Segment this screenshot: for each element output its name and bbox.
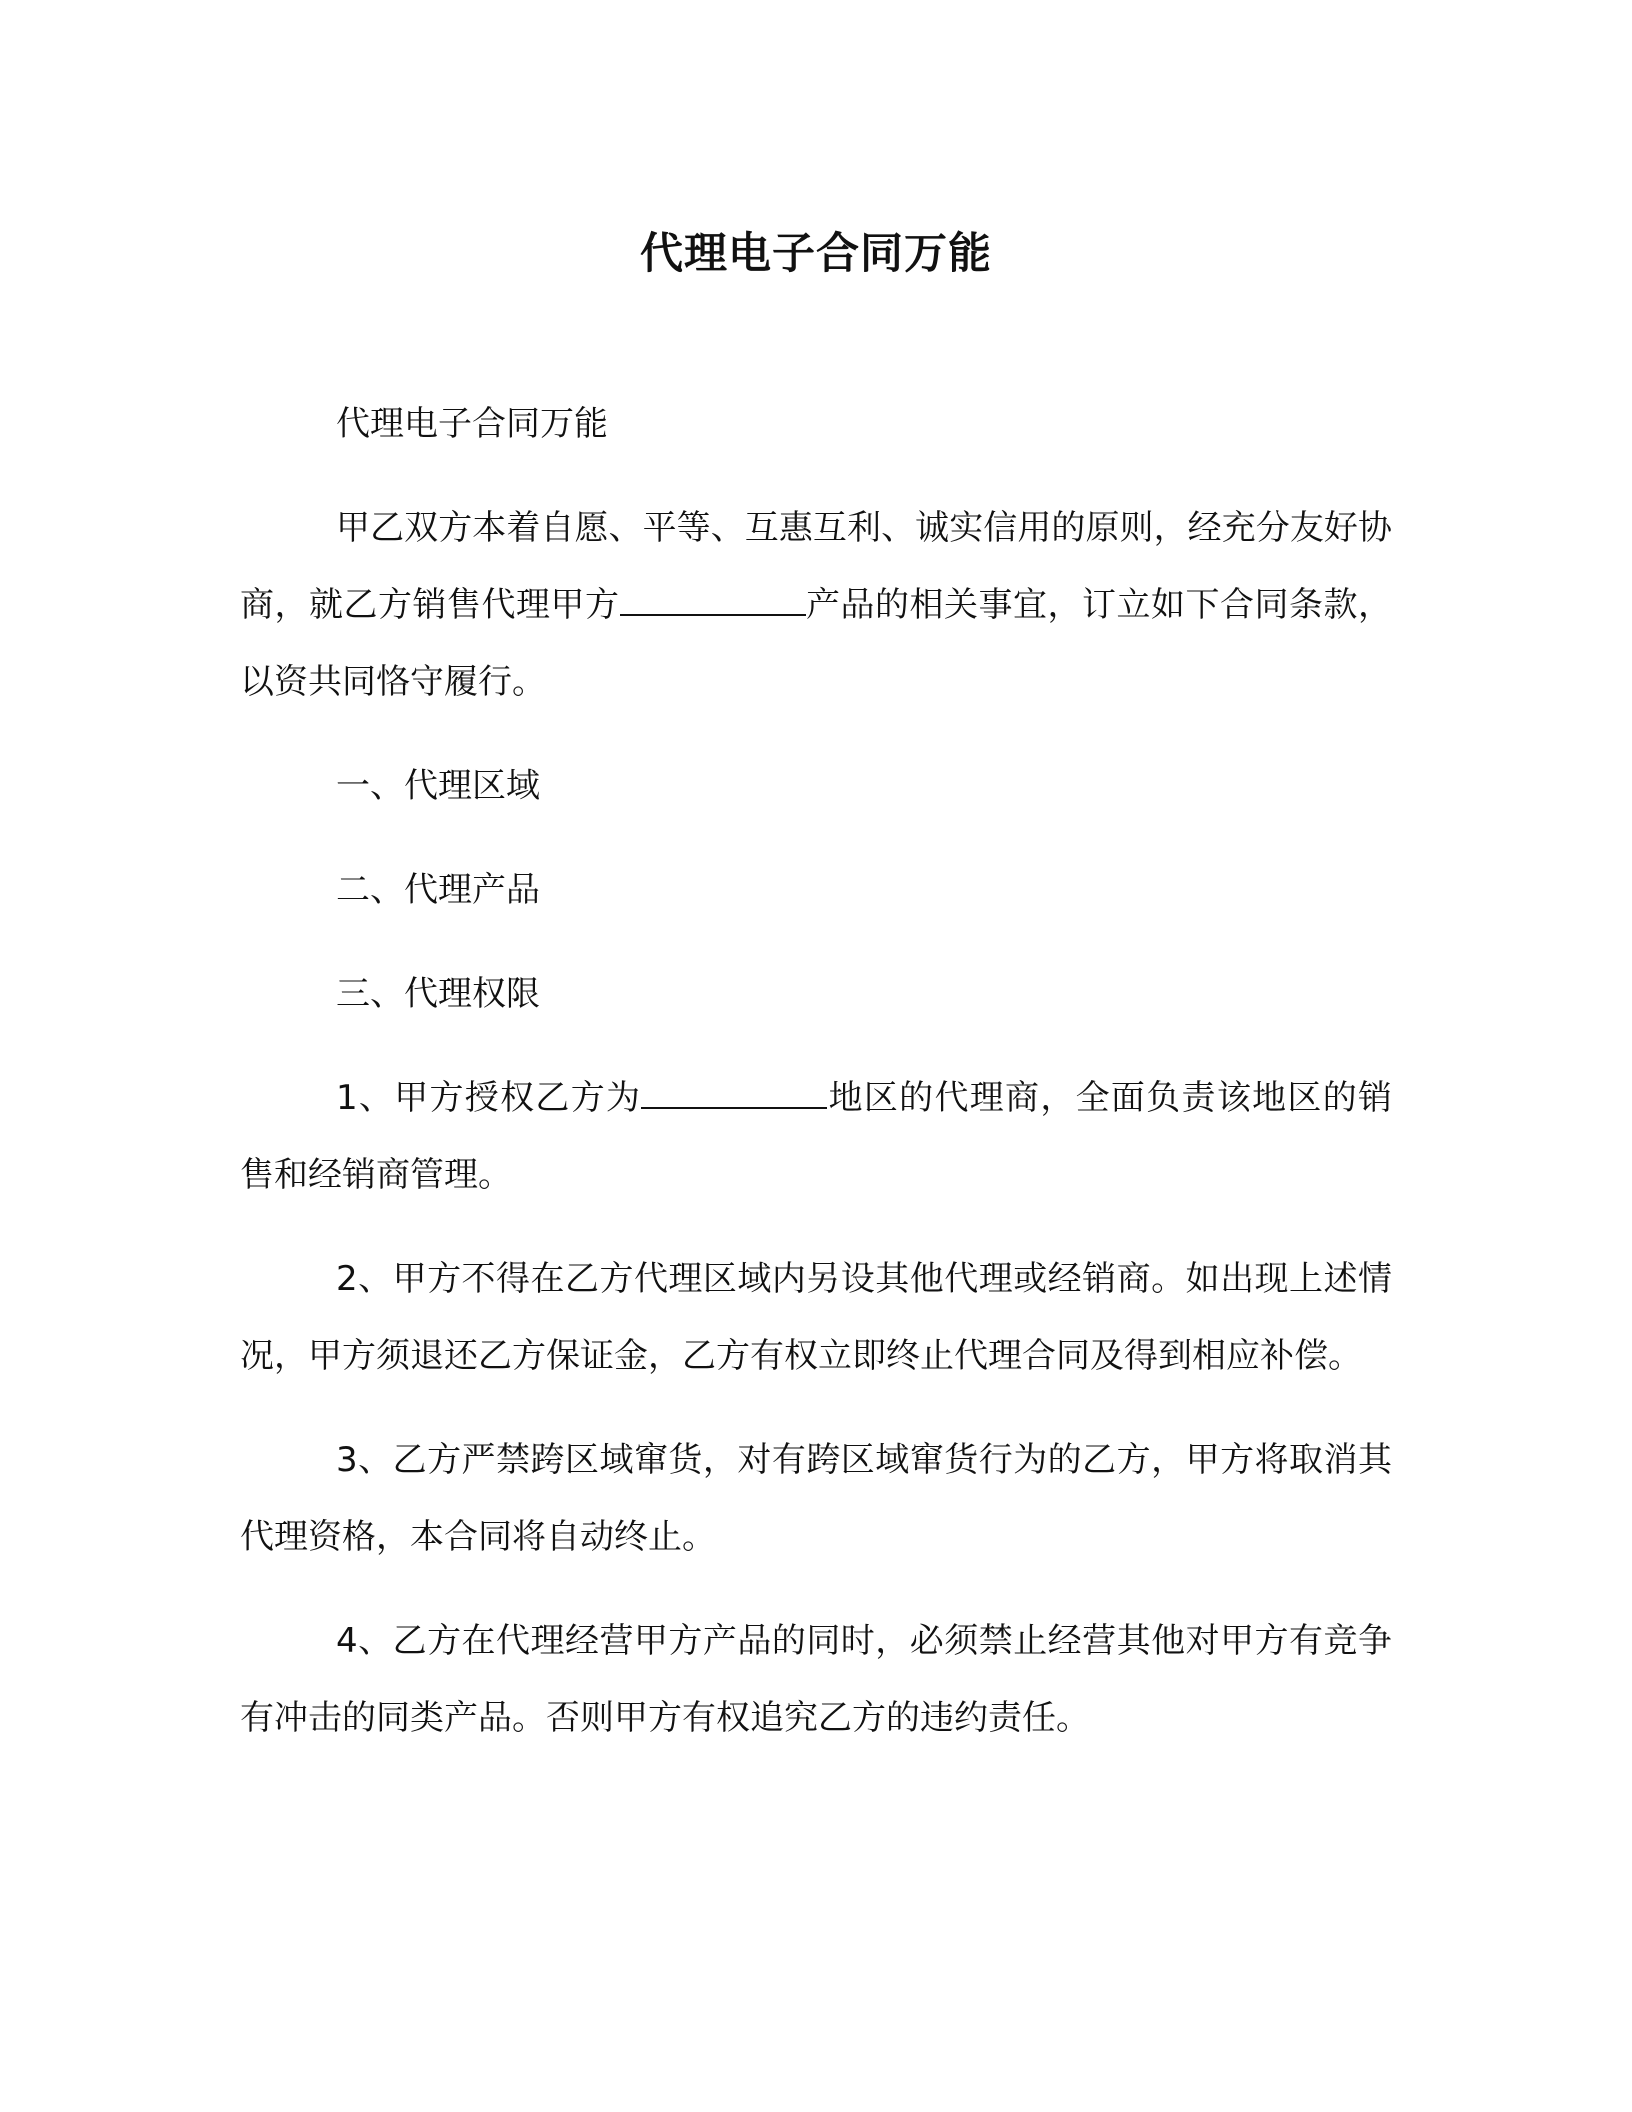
document-title: 代理电子合同万能 xyxy=(640,229,992,279)
clause-2: 2、甲方不得在乙方代理区域内另设其他代理或经销商。如出现上述情况，甲方须退还乙方保证金，乙方有权立即终止代理合同及得到相应补偿。 xyxy=(240,1259,1392,1376)
clause-1-text-before-blank: 1、甲方授权乙方为 xyxy=(336,1078,642,1118)
document-body xyxy=(240,386,1392,1757)
clause-1 xyxy=(240,1060,1392,1214)
intro-text-before-blank: 甲乙双方本着自愿、平等、互惠互利、诚实信用的原则，经充分友好协商，就乙方销售代理甲方 xyxy=(240,508,1392,625)
clause-3: 3、乙方严禁跨区域窜货，对有跨区域窜货行为的乙方，甲方将取消其代理资格，本合同将自动终止。 xyxy=(240,1440,1392,1557)
intro-paragraph xyxy=(240,490,1392,721)
intro-text-after-blank: 产品的相关事宜，订立如下合同条款，以资共同恪守履行。 xyxy=(240,585,1392,702)
section-heading-region: 一、代理区域 xyxy=(336,766,540,806)
region-blank-line xyxy=(641,1081,827,1109)
section-heading-product: 二、代理产品 xyxy=(336,870,540,910)
clause-4: 4、乙方在代理经营甲方产品的同时，必须禁止经营其他对甲方有竞争有冲击的同类产品。否则甲方有权追究乙方的违约责任。 xyxy=(240,1621,1392,1738)
product-blank-line xyxy=(620,588,806,616)
clause-1-text-after-blank: 地区的代理商，全面负责该地区的销售和经销商管理。 xyxy=(240,1078,1392,1195)
document-subtitle: 代理电子合同万能 xyxy=(336,404,608,444)
section-heading-authority: 三、代理权限 xyxy=(336,974,540,1014)
